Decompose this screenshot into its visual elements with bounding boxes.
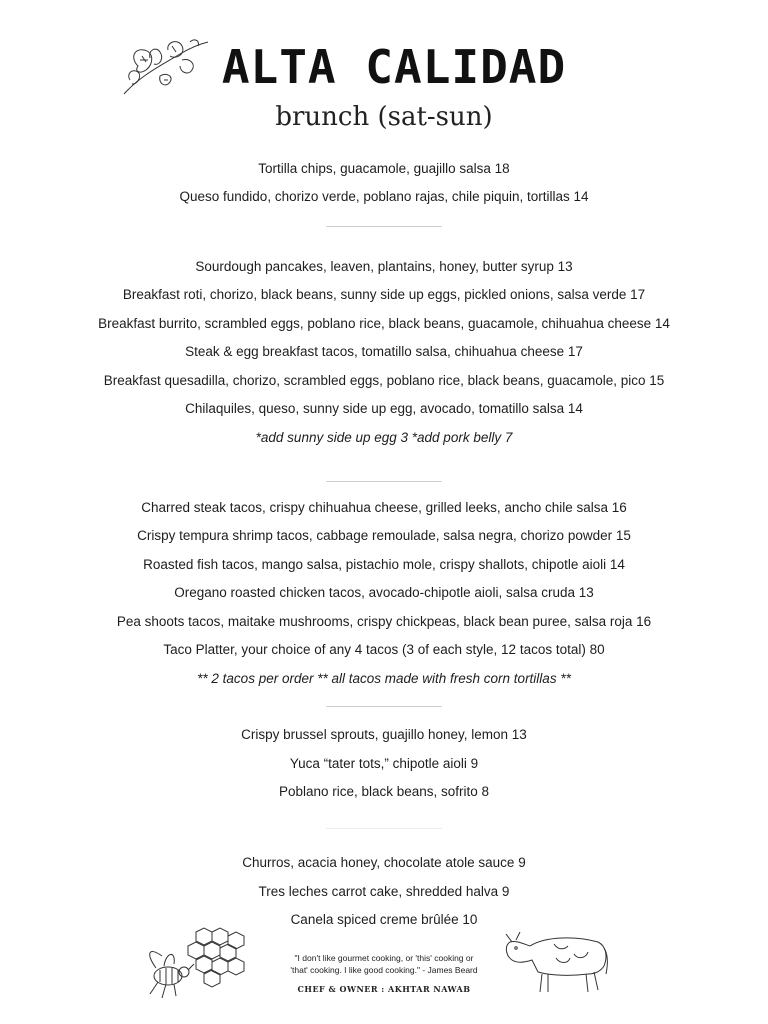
menu-item: Roasted fish tacos, mango salsa, pistachio mole, crispy shallots, chipotle aioli 14 — [143, 557, 625, 572]
section-divider — [326, 828, 442, 829]
menu-item: Tres leches carrot cake, shredded halva 9 — [258, 884, 510, 899]
menu-note: *add sunny side up egg 3 *add pork belly 7 — [255, 430, 513, 445]
menu-subtitle: brunch (sat-sun) — [275, 102, 493, 132]
menu-item: Canela spiced creme brûlée 10 — [290, 912, 478, 927]
section-divider — [326, 706, 442, 707]
menu-item: Breakfast burrito, scrambled eggs, poblano rice, black beans, guacamole, chihuahua cheese 14 — [98, 316, 670, 331]
menu-item: Chilaquiles, queso, sunny side up egg, avocado, tomatillo salsa 14 — [185, 401, 583, 416]
restaurant-title: ALTA CALIDAD — [221, 40, 567, 94]
menu-item: Crispy brussel sprouts, guajillo honey, lemon 13 — [241, 727, 527, 742]
menu-item: Oregano roasted chicken tacos, avocado-chipotle aioli, salsa cruda 13 — [174, 585, 594, 600]
menu-item: Yuca “tater tots,” chipotle aioli 9 — [289, 756, 479, 771]
menu-item: Breakfast quesadilla, chorizo, scrambled eggs, poblano rice, black beans, guacamole, pico 15 — [103, 373, 665, 388]
chef-owner-credit: CHEF & OWNER : AKHTAR NAWAB — [297, 984, 471, 994]
menu-item: Queso fundido, chorizo verde, poblano rajas, chile piquin, tortillas 14 — [179, 189, 589, 204]
menu-note: ** 2 tacos per order ** all tacos made with fresh corn tortillas ** — [197, 671, 571, 686]
menu-item: Charred steak tacos, crispy chihuahua cheese, grilled leeks, ancho chile salsa 16 — [141, 500, 627, 515]
menu-item: Poblano rice, black beans, sofrito 8 — [278, 784, 490, 799]
menu-item: Churros, acacia honey, chocolate atole sauce 9 — [242, 855, 526, 870]
cow-sketch-icon — [502, 924, 610, 996]
menu-item: Tortilla chips, guacamole, guajillo salsa 18 — [258, 161, 510, 176]
menu-item: Taco Platter, your choice of any 4 tacos (3 of each style, 12 tacos total) 80 — [163, 642, 605, 657]
james-beard-quote: "I don't like gourmet cooking, or 'this' cooking or 'that' cooking. I like good cooking." - James Beard — [290, 953, 478, 975]
menu-item: Breakfast roti, chorizo, black beans, sunny side up eggs, pickled onions, salsa verde 17 — [122, 287, 646, 302]
menu-item: Steak & egg breakfast tacos, tomatillo salsa, chihuahua cheese 17 — [185, 344, 583, 359]
menu-item: Pea shoots tacos, maitake mushrooms, crispy chickpeas, black bean puree, salsa roja 16 — [116, 614, 652, 629]
section-divider — [326, 481, 442, 482]
menu-item: Crispy tempura shrimp tacos, cabbage remoulade, salsa negra, chorizo powder 15 — [137, 528, 631, 543]
menu-item: Sourdough pancakes, leaven, plantains, honey, butter syrup 13 — [195, 259, 573, 274]
section-divider — [326, 226, 442, 227]
